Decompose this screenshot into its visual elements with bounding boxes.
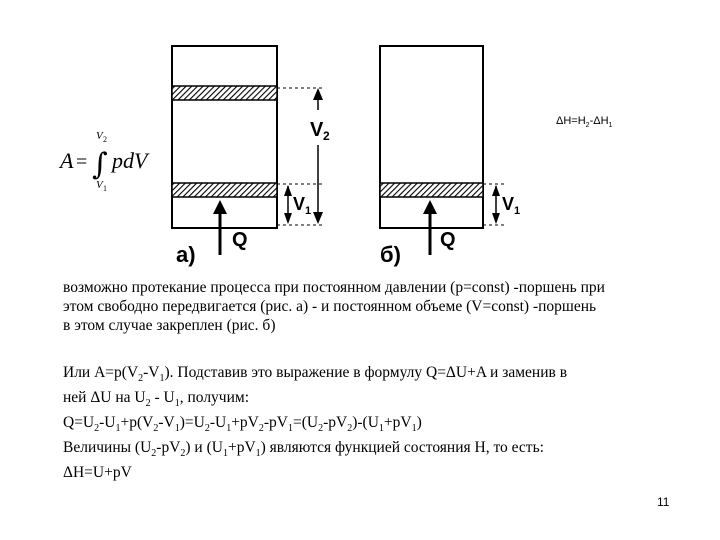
text-line: возможно протекание процесса при постоянном давлении (р=const) -поршень при (63, 279, 605, 296)
cylinder-b (380, 46, 505, 255)
v2-sub: 2 (323, 129, 330, 143)
label-b: б) (380, 242, 401, 267)
v1-label-a: V (293, 194, 306, 214)
label-a: а) (176, 242, 196, 267)
text-line: в этом случае закреплен (рис. б) (63, 317, 276, 334)
text-line: $Q=U_2-U_1+р(V_2-V_1)=U_2-U_1+рV_2-рV_1=(U_2-рV_2)-(U_1+рV_1)$ (63, 414, 422, 435)
text-line: этом свободно передвигается (рис. а) - и постоянном объеме (V=const) -поршень (63, 298, 597, 315)
piston-bottom-a (172, 183, 277, 197)
enthalpy-derivation (63, 363, 673, 482)
v1-sub-b: 1 (514, 205, 521, 217)
formula-eq: = (76, 151, 88, 173)
upper-limit: V (96, 130, 103, 142)
formula-lhs: A (60, 148, 74, 173)
text-line: Величины $(U_2-рV_2)$ и $(U_1+рV_1)$ являются функцией состояния Н, то есть: (63, 439, 544, 460)
lower-limit-sub: 1 (103, 184, 107, 193)
text-line: Или $А=р(V_2-V_1)$. Подставив это выражение в формулу Q=ΔU+A и заменив в (63, 364, 568, 385)
enthalpy-difference: $\Delta H=H_2-\Delta H_1$ (556, 115, 613, 130)
work-integral-formula (58, 128, 158, 198)
piston-b (380, 183, 483, 197)
process-description (63, 278, 673, 335)
page-number: 11 (657, 495, 670, 509)
integrand: pdV (112, 148, 148, 173)
v1-sub-a: 1 (305, 205, 312, 217)
lower-limit: V (96, 179, 103, 191)
v2-label: V (310, 119, 324, 141)
integral-sign: ∫ (92, 147, 108, 182)
v1-label-b: V (502, 194, 515, 214)
cylinder-a (172, 46, 325, 255)
text-line: ней ΔU на $U_2 - U_1$, получим: (63, 389, 250, 410)
q-label-b: Q (440, 229, 456, 251)
upper-limit-sub: 2 (103, 135, 107, 144)
text-line: ΔН=U+рV (63, 464, 132, 482)
piston-top-a (172, 86, 277, 100)
q-label-a: Q (232, 229, 248, 251)
